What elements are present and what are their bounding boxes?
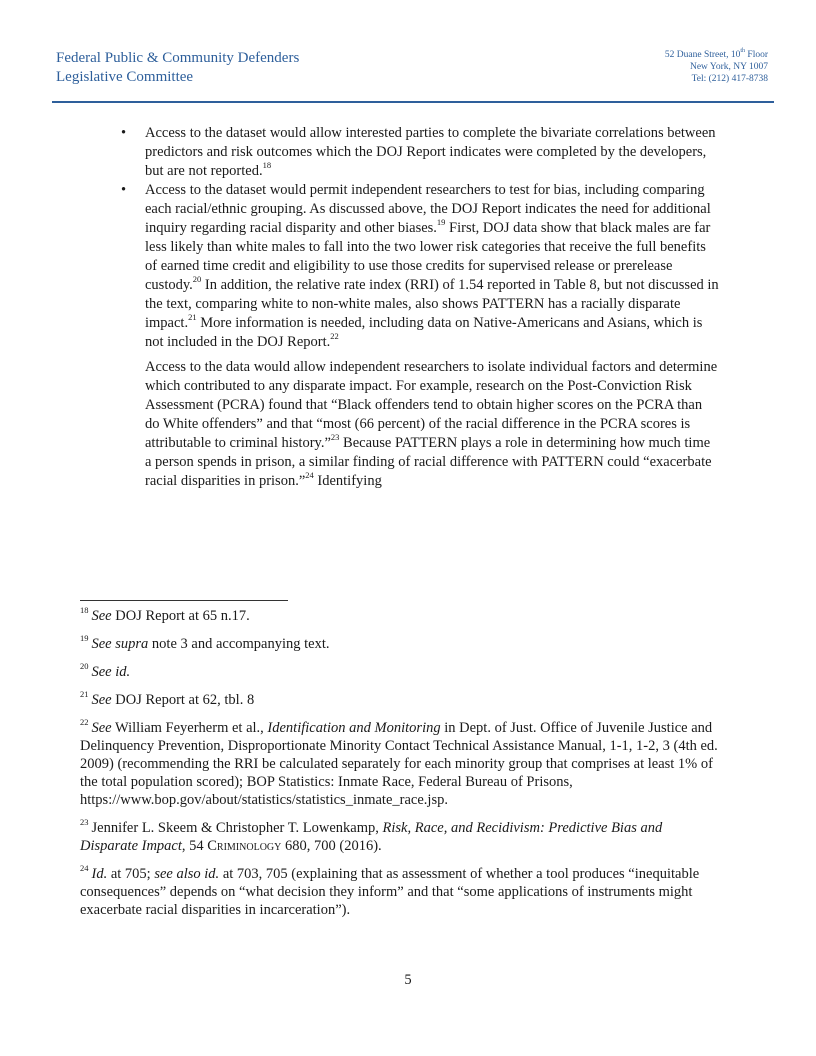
page-number: 5 [404, 972, 412, 988]
footnote-ref[interactable]: 18 [262, 160, 272, 171]
footnote-ref[interactable]: 24 [305, 470, 314, 481]
footnote-22: $^{22}$ See William Feyerherm et al., Identification and Monitoring in Dept. of Just. Office of Juvenile Justice and Delinquency Prevention, Disproportionate Minority Contact Technical Assistance Manual, 1-1, 1-2, 3 (4th ed. 2009) (recommending the RRI be calculated separately for each minority group that comprises at least 1% of the total population scored); BOP Statistics: Inmate Race, Federal Bureau of Prisons, https://www.bop.gov/about/statistics/statistics_inmate_race.jsp. [80, 717, 718, 808]
bullet-list [145, 124, 720, 352]
address-street: 52 Duane Street, 10th Floor [664, 47, 768, 60]
header-divider [52, 101, 774, 103]
footnote-ref[interactable]: 21 [188, 312, 197, 323]
footnote-ref[interactable]: 23 [330, 432, 340, 443]
address-tel: Tel: (212) 417-8738 [691, 74, 768, 84]
body-paragraph: Access to the data would allow independent researchers to isolate individual factors and determine which contributed to any disparate impact. For example, research on the Post-Conviction Risk Assessment (PCRA) found that “Black offenders tend to obtain higher scores on the PCRA than do White offenders” and that “most (66 percent) of the racial difference in the PCRA scores is attributable to criminal history.”$^{23}$ Because PATTERN plays a role in determining how much time a person spends in prison, a similar finding of racial difference with PATTERN could “exacerbate racial disparities in prison.”$^{24}$ Identifying [145, 359, 718, 489]
footnote-separator [80, 600, 288, 601]
footnote-20: $^{20}$ See id. [80, 661, 131, 680]
bullet-item: • Access to the dataset would permit independent researchers to test for bias, including comparing each racial/ethnic grouping. As discussed above, the DOJ Report indicates the need for additional inquiry regarding racial disparity and other biases.$^{19}$ First, DOJ data show that black males are far less likely than white males to fall into the two lower risk categories that receive the full benefits of earned time credit and eligibility to use those credits for supervised release or prerelease custody.$^{20}$ In addition, the relative rate index (RRI) of 1.54 reported in Table 8, but not discussed in the text, comparing white to non-white males, also shows PATTERN has a racially disparate impact.$^{21}$ More information is needed, including data on Native-Americans and Asians, which is not included in the DOJ Report.$^{22}$ [145, 181, 720, 352]
letterhead [56, 49, 768, 99]
address-block [665, 49, 768, 85]
footnote-ref[interactable]: 22 [330, 331, 339, 342]
footnote-23: $^{23}$ Jennifer L. Skeem & Christopher T. Lowenkamp, Risk, Race, and Recidivism: Predictive Bias and Disparate Impact, 54 Criminology 680, 700 (2016). [80, 817, 663, 854]
footnote-18: $^{18}$ See DOJ Report at 65 n.17. [80, 605, 250, 624]
org-line-2: Legislative Committee [56, 69, 194, 85]
footnote-ref[interactable]: 20 [192, 274, 202, 285]
footnotes [80, 607, 720, 929]
body-text [145, 124, 720, 491]
organization-name [56, 49, 299, 87]
footnote-24: $^{24}$ Id. at 705; see also id. at 703, 705 (explaining that as assessment of whether a tool produces “inequitable consequences” depends on “what decision they inform” and that “some applications of instruments might exacerbate racial disparities in incarceration”). [80, 863, 700, 918]
footnote-19: $^{19}$ See supra note 3 and accompanying text. [80, 633, 330, 652]
bullet-item: • Access to the dataset would allow interested parties to complete the bivariate correlations between predictors and risk outcomes which the DOJ Report indicates were completed by the developers, but are not reported.$^{18}$ [145, 124, 720, 181]
footnote-ref[interactable]: 19 [436, 217, 446, 228]
address-city: New York, NY 1007 [689, 62, 768, 72]
footnote-21: $^{21}$ See DOJ Report at 62, tbl. 8 [80, 689, 255, 708]
org-line-1: Federal Public & Community Defenders [56, 50, 300, 66]
